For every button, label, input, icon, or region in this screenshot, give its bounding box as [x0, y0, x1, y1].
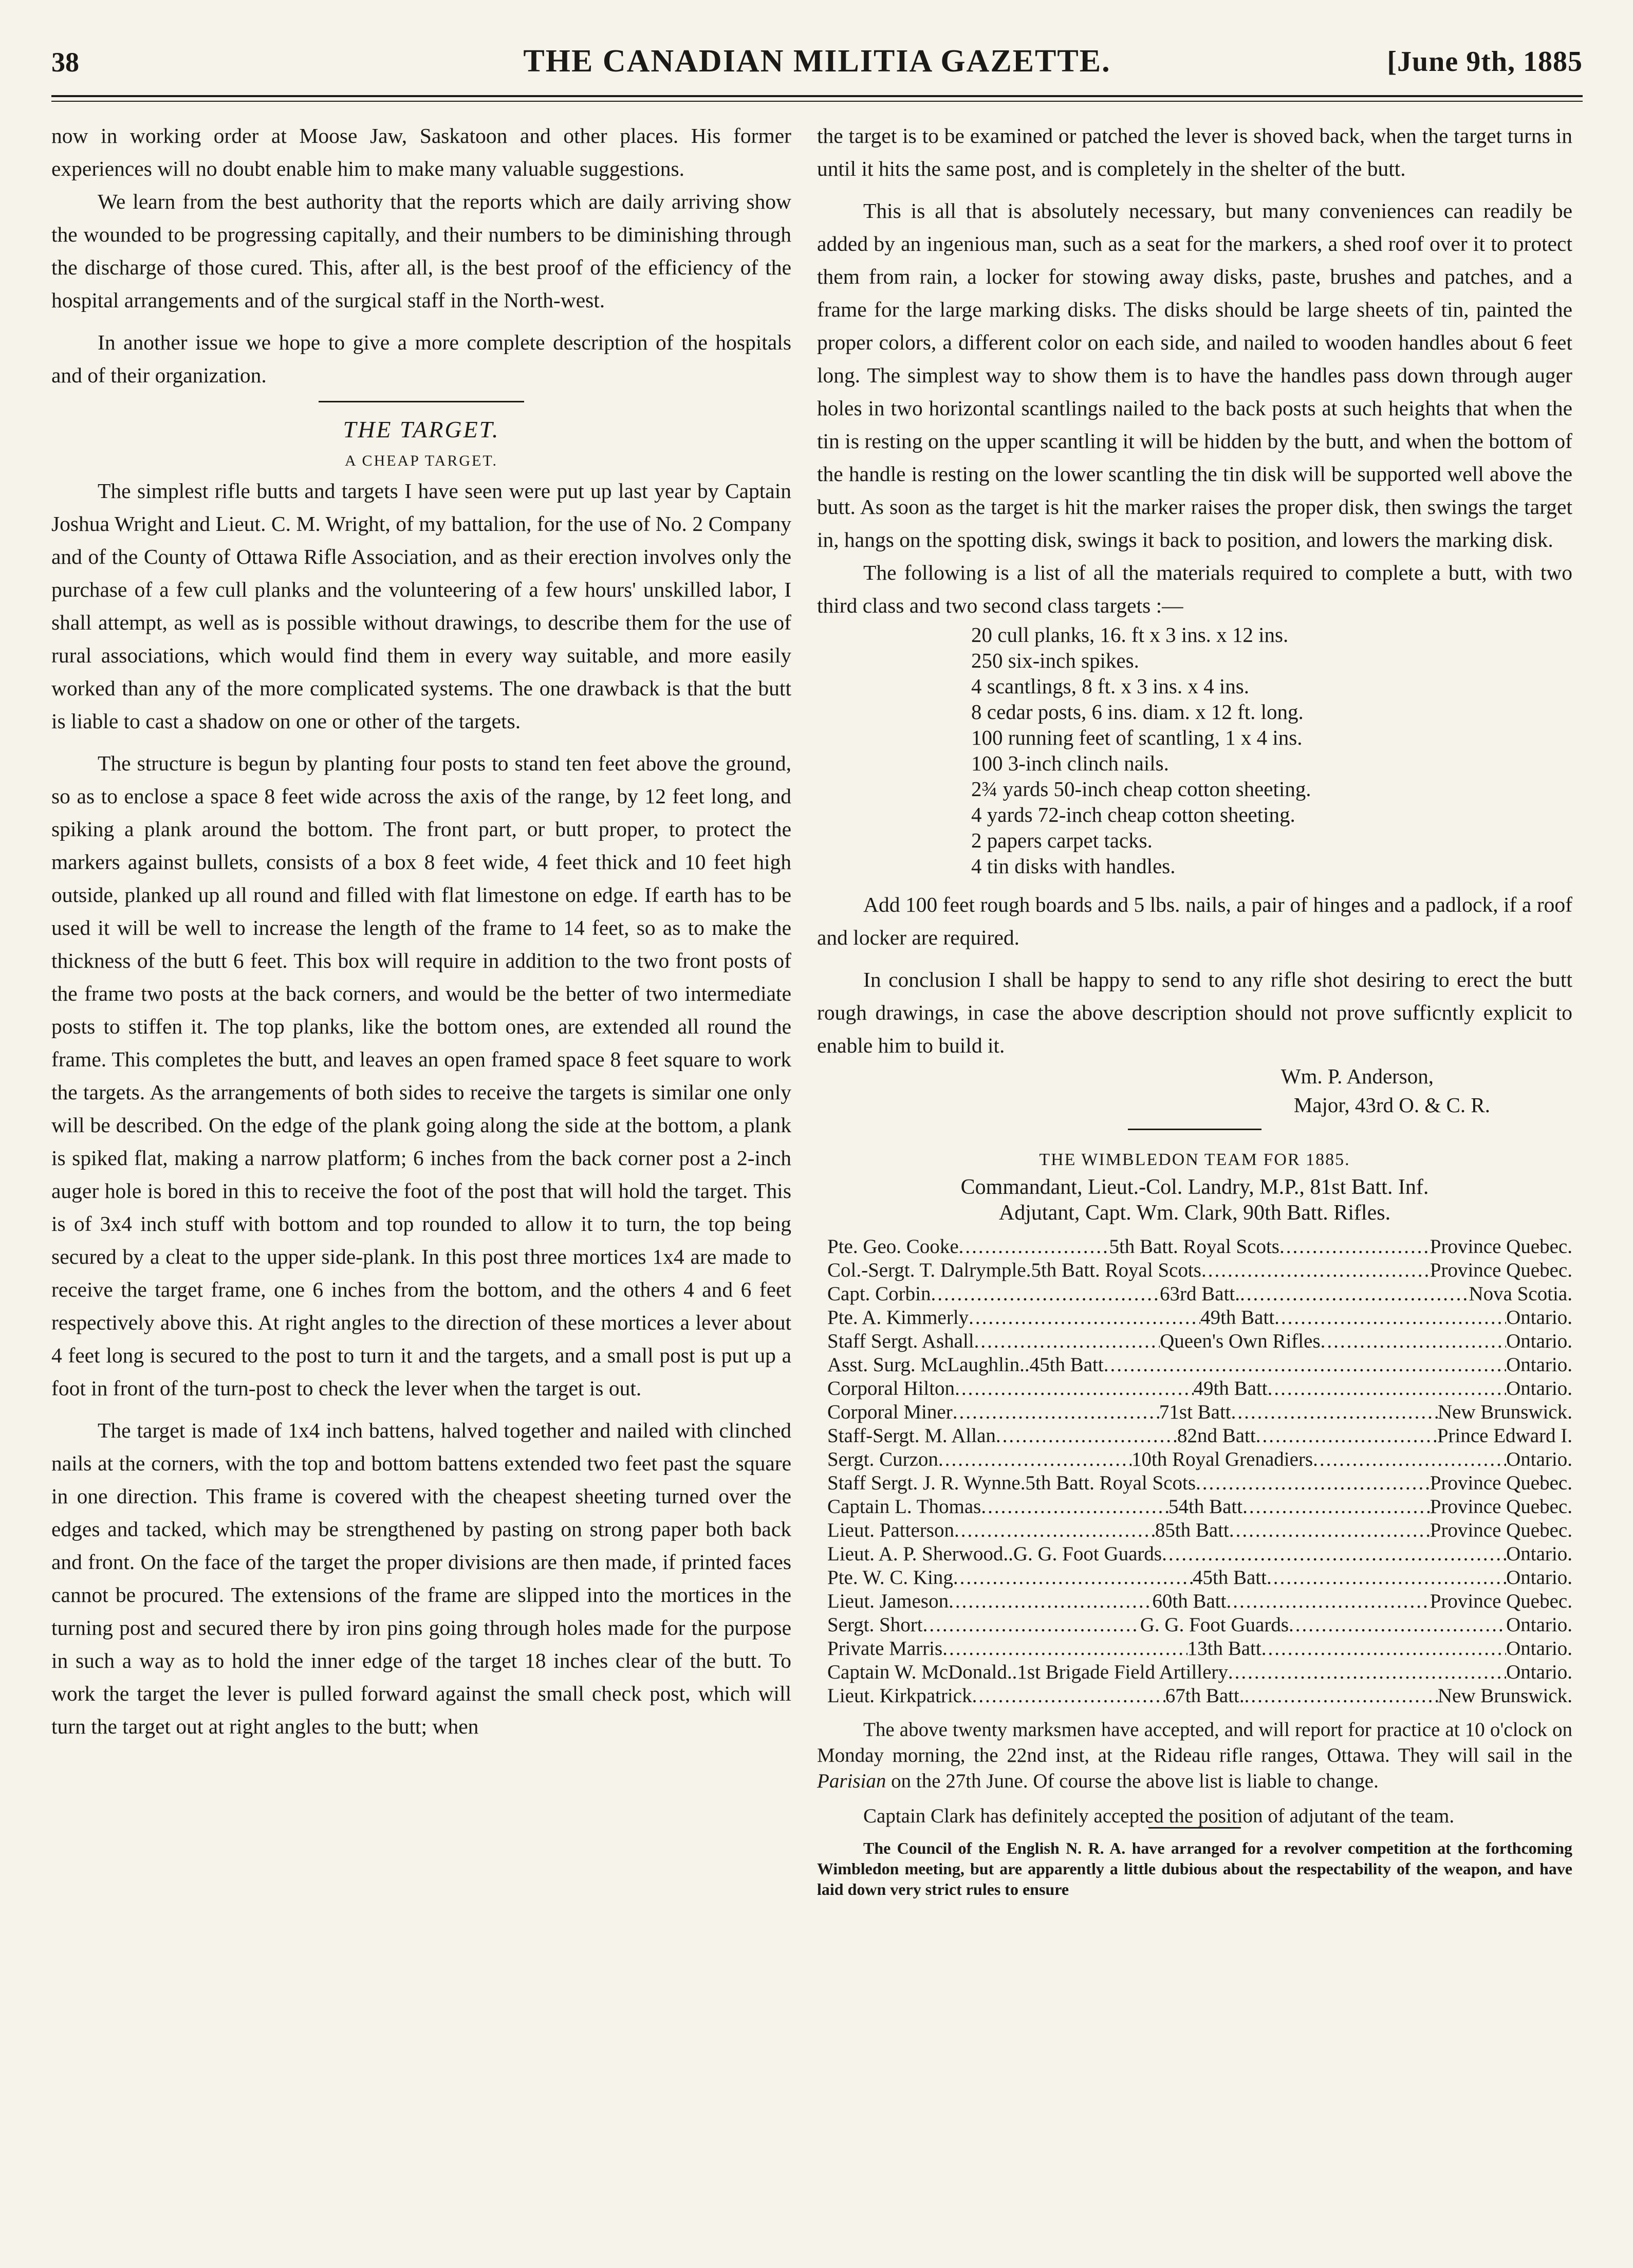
- marksman-unit: Queen's Own Rifles: [1160, 1330, 1321, 1352]
- marksman-unit: 71st Batt: [1159, 1401, 1231, 1423]
- article-paragraph: [817, 1717, 1572, 1794]
- table-row: [827, 1590, 1572, 1613]
- marksman-unit: 67th Batt.: [1165, 1685, 1245, 1707]
- table-row: [827, 1661, 1572, 1684]
- marksman-unit: 49th Batt: [1193, 1377, 1268, 1399]
- marksman-unit: G. G. Foot Guards: [1140, 1614, 1289, 1636]
- marksman-province: Province Quebec.: [1430, 1259, 1572, 1281]
- publication-title: THE CANADIAN MILITIA GAZETTE.: [523, 44, 1111, 79]
- marksman-unit: 85th Batt: [1155, 1519, 1229, 1541]
- table-row: [827, 1306, 1572, 1330]
- table-row: [827, 1282, 1572, 1306]
- table-row: [827, 1353, 1572, 1377]
- marksman-name: Pte. W. C. King: [827, 1566, 953, 1589]
- marksman-name: Col.-Sergt. T. Dalrymple.: [827, 1259, 1031, 1281]
- table-row: [827, 1400, 1572, 1424]
- marksman-unit: 5th Batt. Royal Scots: [1025, 1472, 1196, 1494]
- marksman-province: Ontario.: [1506, 1566, 1572, 1589]
- article-paragraph: In conclusion I shall be happy to send to any rifle shot desiring to erect the butt rough drawings, in case the above description should not prove sufficntly explicit to enable him to build it.: [817, 968, 1572, 1057]
- paragraph-text: The above twenty marksmen have accepted, and will report for practice at 10 o'clock on Monday morning, the 22nd inst, at the Rideau rifle ranges, Ottawa. They will sail in the: [817, 1719, 1572, 1766]
- marksman-province: Nova Scotia.: [1469, 1283, 1572, 1305]
- team-heading: THE WIMBLEDON TEAM FOR 1885.: [1039, 1150, 1350, 1169]
- marksman-name: Pte. A. Kimmerly: [827, 1306, 969, 1329]
- marksman-province: Ontario.: [1506, 1354, 1572, 1376]
- list-item: 2 papers carpet tacks.: [971, 828, 1153, 852]
- marksman-unit: G. G. Foot Guards: [1013, 1543, 1162, 1565]
- marksman-unit: 63rd Batt.: [1160, 1283, 1240, 1305]
- header-rule-thick: [51, 95, 1583, 97]
- article-paragraph: Captain Clark has definitely accepted the position of adjutant of the team.: [863, 1805, 1455, 1827]
- marksman-name: Private Marris: [827, 1637, 943, 1659]
- table-row: [827, 1519, 1572, 1542]
- table-row: [827, 1377, 1572, 1400]
- marksman-province: Prince Edward I.: [1437, 1425, 1572, 1447]
- marksman-province: Province Quebec.: [1430, 1496, 1572, 1518]
- marksman-name: Lieut. Jameson: [827, 1590, 949, 1612]
- marksman-name: Corporal Miner: [827, 1401, 953, 1423]
- commandant-line: Commandant, Lieut.-Col. Landry, M.P., 81st Batt. Inf.: [960, 1175, 1429, 1199]
- marksman-province: Ontario.: [1506, 1661, 1572, 1683]
- article-paragraph: now in working order at Moose Jaw, Saskatoon and other places. His former experiences will no doubt enable him to make many valuable suggestions.: [51, 124, 791, 180]
- marksman-province: Ontario.: [1506, 1330, 1572, 1352]
- list-item: 8 cedar posts, 6 ins. diam. x 12 ft. long.: [971, 700, 1304, 724]
- table-row: [827, 1637, 1572, 1661]
- marksman-unit: 45th Batt: [1192, 1566, 1267, 1589]
- marksman-unit: 10th Royal Grenadiers: [1131, 1448, 1313, 1470]
- page-header: [51, 32, 1583, 88]
- list-item: 4 tin disks with handles.: [971, 854, 1176, 878]
- marksman-name: Asst. Surg. McLaughlin..: [827, 1354, 1030, 1376]
- adjutant-line: Adjutant, Capt. Wm. Clark, 90th Batt. Rifles.: [998, 1201, 1391, 1225]
- list-item: 4 yards 72-inch cheap cotton sheeting.: [971, 803, 1295, 826]
- table-row: [827, 1542, 1572, 1566]
- table-row: [827, 1259, 1572, 1282]
- list-item: 4 scantlings, 8 ft. x 3 ins. x 4 ins.: [971, 674, 1249, 698]
- paragraph-text: on the 27th June. Of course the above list is liable to change.: [886, 1770, 1379, 1792]
- marksman-province: Province Quebec.: [1430, 1590, 1572, 1612]
- article-paragraph: The Council of the English N. R. A. have arranged for a revolver competition at the forthcoming Wimbledon meeting, but are apparently a little dubious about the respectability of the weapon, and have laid down very strict rules to ensure: [817, 1839, 1572, 1898]
- issue-date: [June 9th, 1885: [1387, 46, 1583, 78]
- section-subtitle: A CHEAP TARGET.: [345, 452, 498, 469]
- ship-name: Parisian: [817, 1770, 886, 1792]
- marksman-unit: 45th Batt: [1029, 1354, 1104, 1376]
- article-paragraph: The target is made of 1x4 inch battens, halved together and nailed with clinched nails at the corners, with the top and bottom battens extended two feet past the square in one direction. This frame is covered with the cheapest sheeting turned over the edges and tacked, which may be strengthened by pasting on strong paper both back and front. On the face of the target the proper divisions are then made, if printed faces cannot be procured. The extensions of the frame are slipped into the mortices in the turning post and secured there by iron pins going through holes made for the purpose in such a way as to hold the inner edge of the target 18 inches clear of the butt. To work the target the lever is pulled forward against the small check post, which will turn the target out at right angles to the butt; when: [51, 1418, 791, 1738]
- marksman-name: Lieut. Kirkpatrick: [827, 1685, 972, 1707]
- article-paragraph: The following is a list of all the materials required to complete a butt, with two third class and two second class targets :—: [817, 561, 1572, 617]
- right-column: [817, 119, 1572, 1900]
- list-item: 100 running feet of scantling, 1 x 4 ins.: [971, 726, 1303, 749]
- team-roster: [827, 1235, 1572, 1708]
- marksman-name: Captain L. Thomas: [827, 1496, 981, 1518]
- header-rule-thin: [51, 101, 1583, 102]
- marksman-unit: 1st Brigade Field Artillery: [1017, 1661, 1228, 1683]
- marksman-name: Sergt. Curzon: [827, 1448, 938, 1470]
- marksman-name: Sergt. Short: [827, 1614, 923, 1636]
- marksman-unit: 13th Batt: [1187, 1637, 1261, 1659]
- signature-name: Wm. P. Anderson,: [1281, 1064, 1434, 1088]
- list-item: 100 3-inch clinch nails.: [971, 751, 1169, 775]
- page-number: 38: [51, 47, 79, 78]
- signature-block: [817, 1062, 1572, 1119]
- table-row: [827, 1424, 1572, 1448]
- table-row: [827, 1330, 1572, 1353]
- marksman-name: Lieut. Patterson: [827, 1519, 954, 1541]
- article-paragraph: The structure is begun by planting four posts to stand ten feet above the ground, so as to enclose a space 8 feet wide across the axis of the range, by 12 feet long, and spiking a plank around the bottom. The front part, or butt proper, to protect the markers against bullets, consists of a box 8 feet wide, 4 feet thick and 10 feet high outside, planked up all round and filled with flat limestone on edge. If earth has to be used it will be well to increase the length of the frame to 14 feet, so as to make the thickness of the butt 6 feet. This box will require in addition to the two front posts of the frame two posts at the back corners, and would be the better of two intermediate posts to stiffen it. The top planks, like the bottom ones, are extended all round the frame. This completes the butt, and leaves an open framed space 8 feet square to work the targets. As the arrangements of both sides to receive the targets is similar one only will be described. On the edge of the plank going along the side at the bottom, a plank is spiked flat, making a narrow platform; 6 inches from the back corner post a 2-inch auger hole is bored in this to receive the foot of the post that will hold the target. This is of 3x4 inch stuff with bottom and top rounded to allow it to turn, the top being secured by a cleat to the upper side-plank. In this post three mortices 1x4 are made to receive the target frame, one 6 inches from the bottom, and the others 4 and 6 feet respectively above this. At right angles to the direction of these mortices a lever about 4 feet long is secured to the post to turn it and the targets, and a small post is put up a foot in front of the turn-post to check the lever when the target is out.: [51, 751, 791, 1400]
- marksman-unit: 60th Batt: [1152, 1590, 1227, 1612]
- table-row: [827, 1684, 1572, 1708]
- materials-list: [971, 622, 1572, 879]
- article-paragraph: We learn from the best authority that the reports which are daily arriving show the wounded to be progressing capitally, and their numbers to be diminishing through the discharge of those cured. This, after all, is the best proof of the efficiency of the hospital arrangements and of the surgical staff in the North-west.: [51, 190, 791, 312]
- marksman-name: Staff Sergt. J. R. Wynne.: [827, 1472, 1026, 1494]
- marksman-unit: 82nd Batt: [1177, 1425, 1256, 1447]
- marksman-province: New Brunswick.: [1437, 1685, 1572, 1707]
- marksman-name: Capt. Corbin: [827, 1283, 931, 1305]
- article-paragraph: In another issue we hope to give a more complete description of the hospitals and of their organization.: [51, 330, 791, 387]
- section-title: THE TARGET.: [343, 416, 500, 442]
- marksman-province: Ontario.: [1506, 1306, 1572, 1329]
- marksman-province: Province Quebec.: [1430, 1236, 1572, 1258]
- marksman-unit: 54th Batt: [1168, 1496, 1243, 1518]
- marksman-name: Pte. Geo. Cooke: [827, 1236, 959, 1258]
- marksman-unit: 5th Batt. Royal Scots: [1109, 1236, 1279, 1258]
- left-column: [51, 119, 791, 1743]
- list-item: 20 cull planks, 16. ft x 3 ins. x 12 ins.: [971, 623, 1289, 647]
- marksman-province: Province Quebec.: [1430, 1519, 1572, 1541]
- list-item: 2¾ yards 50-inch cheap cotton sheeting.: [971, 777, 1311, 801]
- marksman-province: New Brunswick.: [1437, 1401, 1572, 1423]
- marksman-name: Captain W. McDonald..: [827, 1661, 1017, 1683]
- table-row: [827, 1613, 1572, 1637]
- marksman-name: Staff-Sergt. M. Allan: [827, 1425, 996, 1447]
- article-paragraph: the target is to be examined or patched the lever is shoved back, when the target turns in until it hits the same post, and is completely in the shelter of the butt.: [817, 124, 1572, 180]
- marksman-name: Corporal Hilton: [827, 1377, 955, 1399]
- marksman-province: Province Quebec.: [1430, 1472, 1572, 1494]
- marksman-province: Ontario.: [1506, 1543, 1572, 1565]
- marksman-province: Ontario.: [1506, 1448, 1572, 1470]
- article-paragraph: The simplest rifle butts and targets I have seen were put up last year by Captain Joshua Wright and Lieut. C. M. Wright, of my battalion, for the use of No. 2 Company and of the County of Ottawa Rifle Association, and as their erection involves only the purchase of a few cull planks and the volunteering of a few hours' unskilled labor, I shall attempt, as well as is possible without drawings, to describe them for the use of rural associations, which would find them in every way suitable, and more easily worked than any of the more complicated systems. The one drawback is that the butt is liable to cast a shadow on one or other of the targets.: [51, 479, 791, 733]
- list-item: 250 six-inch spikes.: [971, 649, 1139, 672]
- marksman-name: Staff Sergt. Ashall: [827, 1330, 974, 1352]
- marksman-province: Ontario.: [1506, 1377, 1572, 1399]
- marksman-province: Ontario.: [1506, 1614, 1572, 1636]
- signature-title: Major, 43rd O. & C. R.: [1293, 1093, 1490, 1117]
- table-row: [827, 1448, 1572, 1471]
- article-paragraph: Add 100 feet rough boards and 5 lbs. nails, a pair of hinges and a padlock, if a roof and locker are required.: [817, 893, 1572, 949]
- table-row: [827, 1235, 1572, 1259]
- marksman-unit: 5th Batt. Royal Scots: [1031, 1259, 1201, 1281]
- marksman-province: Ontario.: [1506, 1637, 1572, 1659]
- table-row: [827, 1471, 1572, 1495]
- marksman-name: Lieut. A. P. Sherwood..: [827, 1543, 1013, 1565]
- table-row: [827, 1566, 1572, 1590]
- table-row: [827, 1495, 1572, 1519]
- article-paragraph: This is all that is absolutely necessary, but many conveniences can readily be added by an ingenious man, such as a seat for the markers, a shed roof over it to protect them from rain, a locker for stowing away disks, paste, brushes and patches, and a frame for the large marking disks. The disks should be large sheets of tin, painted the proper colors, a different color on each side, and nailed to wooden handles about 6 feet long. The simplest way to show them is to have the handles pass down through auger holes in two horizontal scantlings nailed to the back posts at such heights that when the tin is resting on the upper scantling it will be hidden by the butt, and when the bottom of the handle is resting on the lower scantling the tin disk will be supported well above the butt. As soon as the target is hit the marker raises the proper disk, then swings the target in, hangs on the spotting disk, swings it back to position, and lowers the marking disk.: [817, 199, 1572, 551]
- marksman-unit: 49th Batt: [1200, 1306, 1275, 1329]
